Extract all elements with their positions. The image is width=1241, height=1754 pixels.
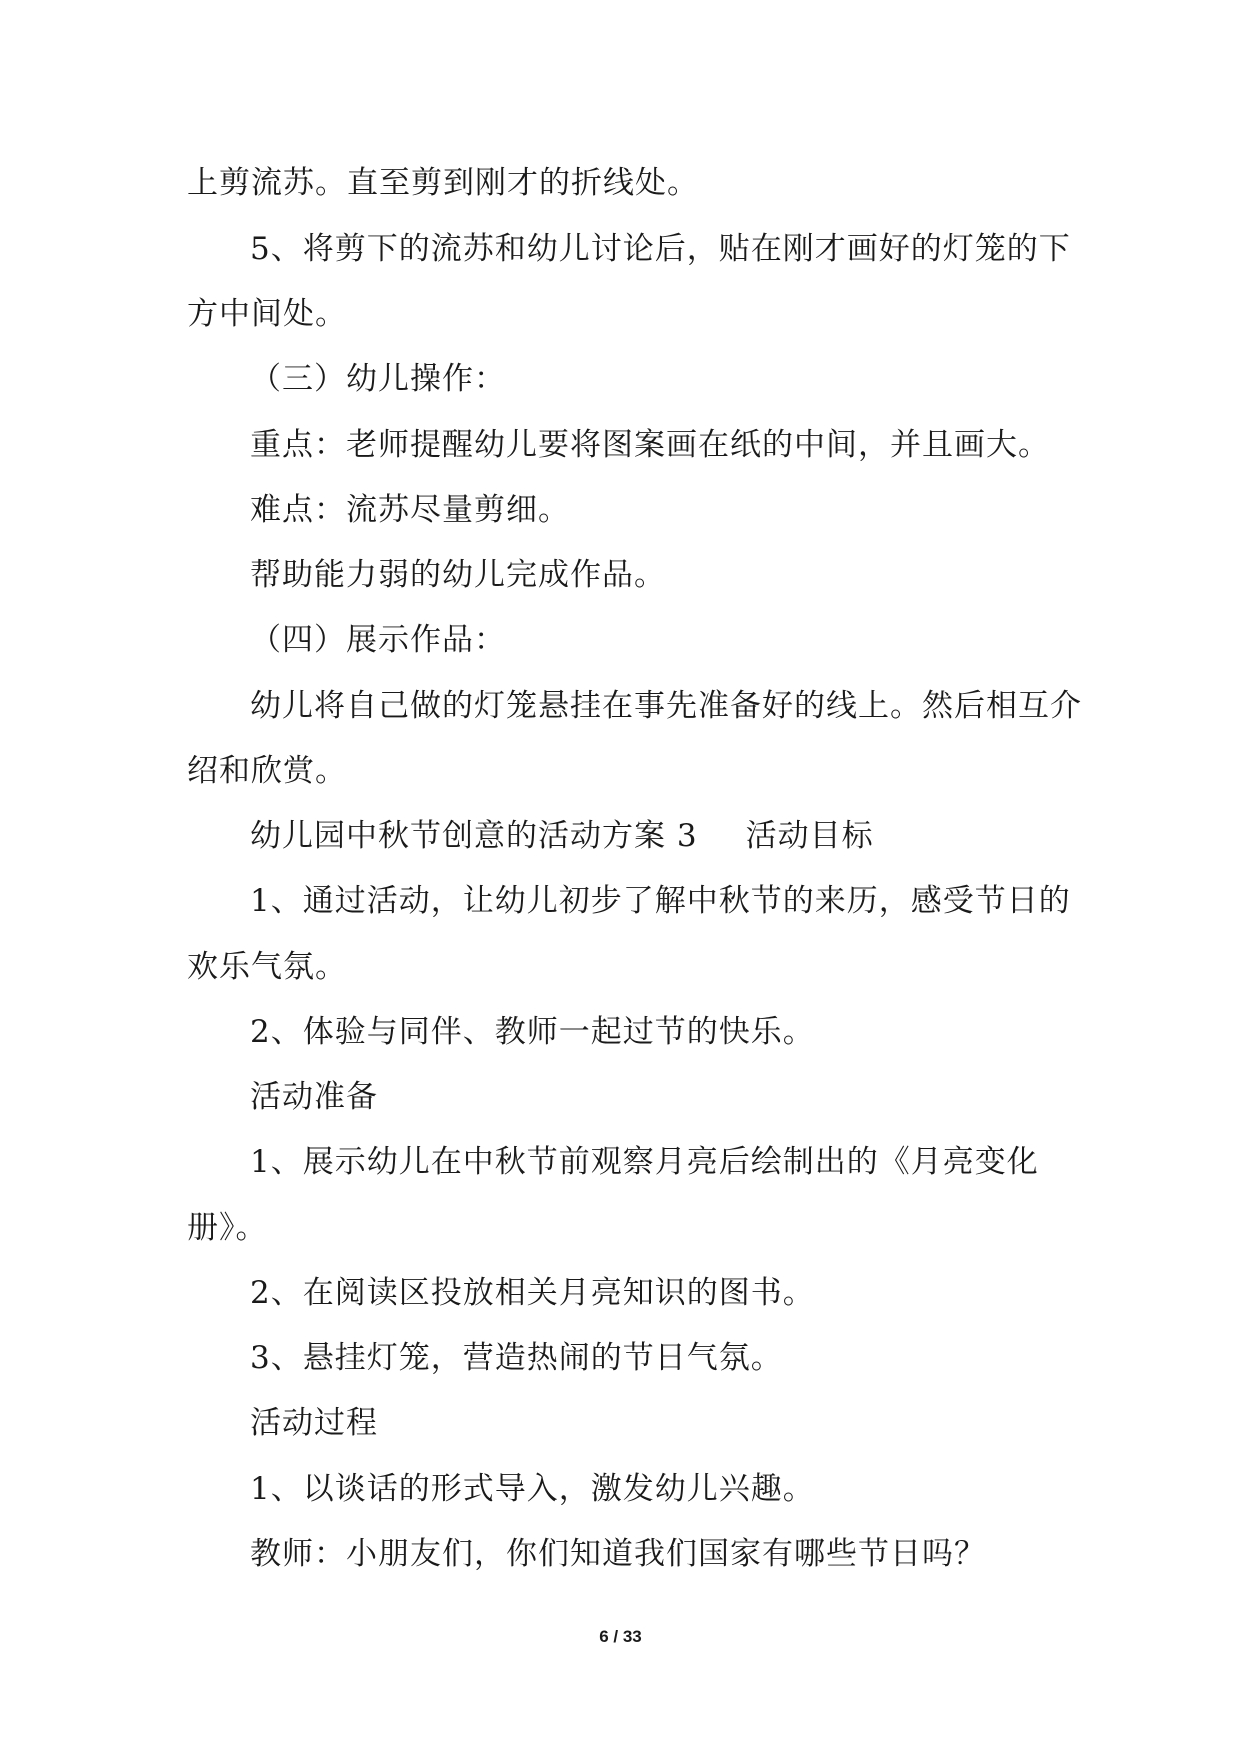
paragraph-line: 方中间处。 (187, 296, 347, 332)
paragraph-line: 2、体验与同伴、教师一起过节的快乐。 (250, 1014, 815, 1050)
paragraph-line: 重点：老师提醒幼儿要将图案画在纸的中间，并且画大。 (250, 427, 1050, 463)
paragraph-line: 1、以谈话的形式导入，激发幼儿兴趣。 (250, 1471, 815, 1507)
article-title-line (250, 816, 874, 856)
paragraph-line: 3、悬挂灯笼，营造热闹的节日气氛。 (250, 1340, 783, 1376)
paragraph-line: 绍和欣赏。 (187, 753, 347, 789)
page-number: 6 / 33 (599, 1627, 642, 1646)
paragraph-line: 上剪流苏。直至剪到刚才的折线处。 (187, 165, 699, 201)
section-heading: 活动过程 (250, 1405, 378, 1441)
section-heading: 活动准备 (250, 1079, 378, 1115)
paragraph-line: 5、将剪下的流苏和幼儿讨论后，贴在刚才画好的灯笼的下 (250, 231, 1071, 267)
paragraph-line: 幼儿将自己做的灯笼悬挂在事先准备好的线上。然后相互介 (250, 688, 1082, 724)
section-heading: （四）展示作品： (250, 622, 506, 658)
paragraph-line: 册》。 (187, 1210, 268, 1246)
paragraph-line: 2、在阅读区投放相关月亮知识的图书。 (250, 1275, 815, 1311)
paragraph-line: 帮助能力弱的幼儿完成作品。 (250, 557, 666, 593)
section-heading: （三）幼儿操作： (250, 361, 506, 397)
paragraph-line: 难点：流苏尽量剪细。 (250, 492, 570, 528)
paragraph-line: 教师：小朋友们，你们知道我们国家有哪些节日吗？ (250, 1536, 986, 1572)
section-heading: 活动目标 (745, 818, 874, 854)
paragraph-line: 1、通过活动，让幼儿初步了解中秋节的来历，感受节日的 (250, 883, 1071, 919)
article-title: 幼儿园中秋节创意的活动方案 3 (250, 818, 698, 854)
paragraph-line: 1、展示幼儿在中秋节前观察月亮后绘制出的《月亮变化 (250, 1144, 1039, 1180)
paragraph-line: 欢乐气氛。 (187, 949, 347, 985)
